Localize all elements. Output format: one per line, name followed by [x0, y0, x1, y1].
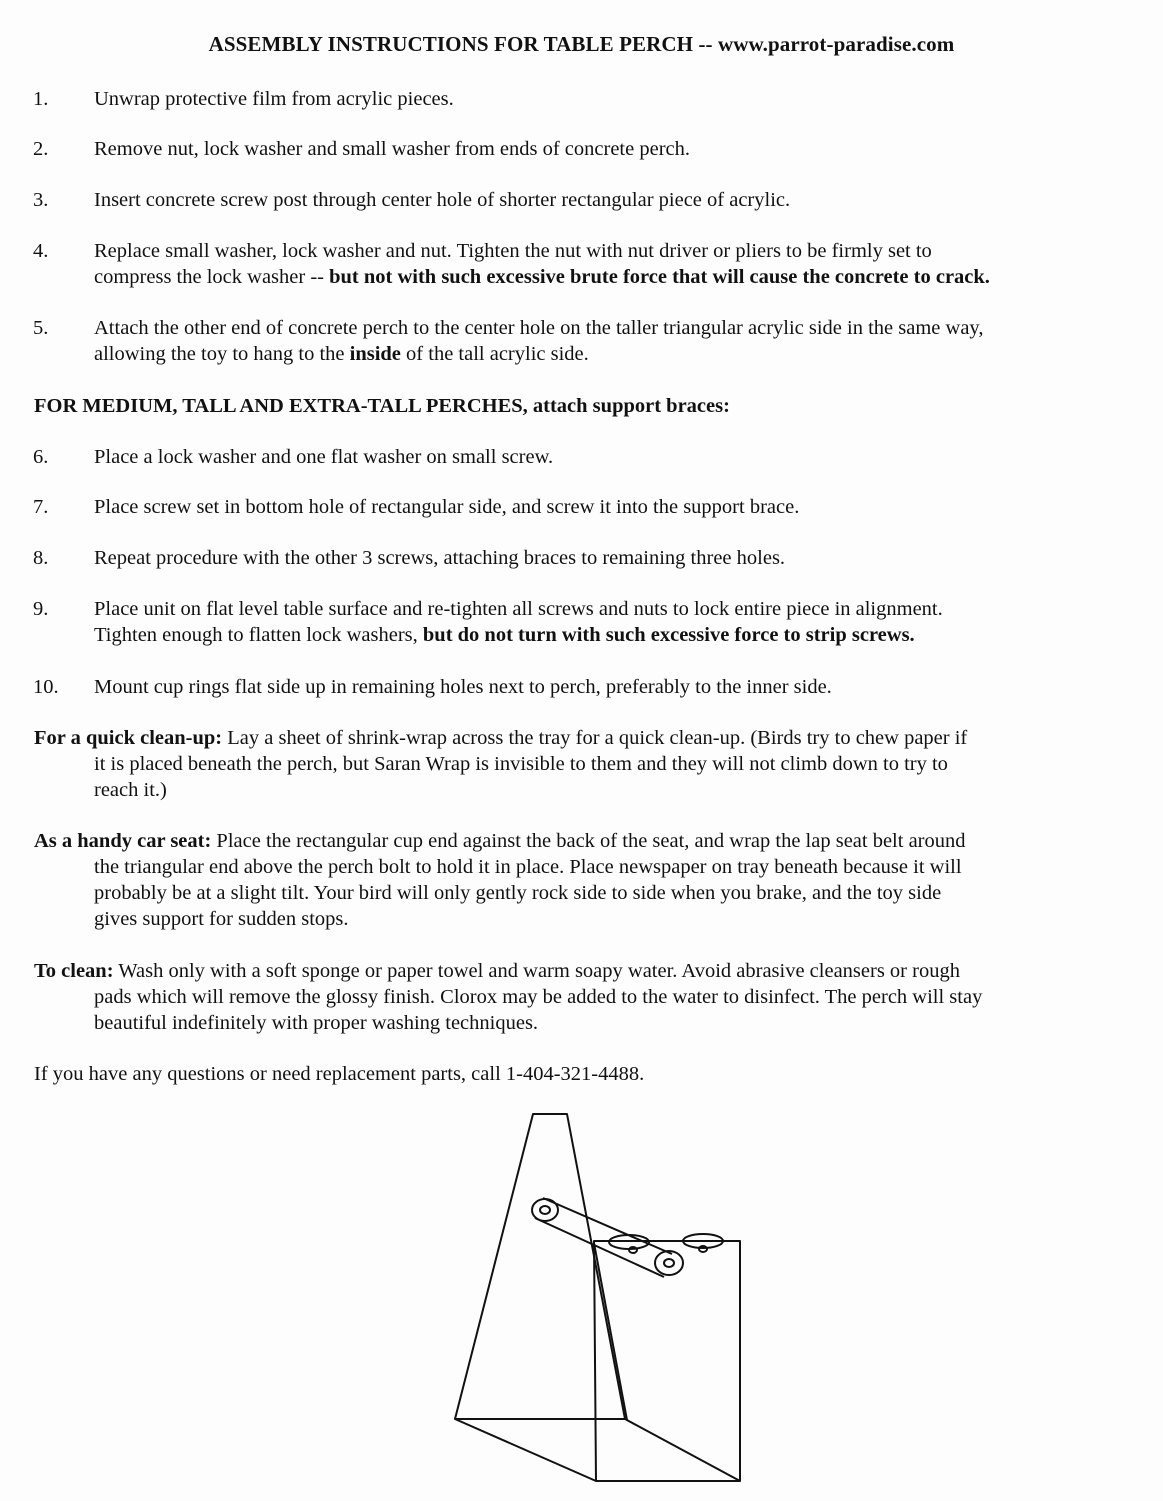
page-title: ASSEMBLY INSTRUCTIONS FOR TABLE PERCH -- www.parrot-paradise.com [208, 32, 955, 56]
step-5-text-end: of the tall acrylic side. [400, 343, 589, 365]
brace-right [625, 1419, 740, 1481]
step-1-text: Unwrap protective film from acrylic pieces. [94, 88, 454, 110]
step-3-text: Insert concrete screw post through center hole of shorter rectangular piece of acrylic. [94, 189, 791, 211]
step-3-number: 3. [33, 189, 49, 211]
step-8-number: 8. [33, 547, 49, 569]
contact-footer: If you have any questions or need replacement parts, call 1-404-321-4488. [34, 1063, 645, 1085]
triangular-side [455, 1114, 625, 1419]
step-6-number: 6. [33, 446, 49, 468]
note-to-clean-label: To clean: [34, 960, 114, 982]
step-7-text: Place screw set in bottom hole of rectangular side, and screw it into the support brace. [94, 496, 800, 518]
note-car-seat-line-4: gives support for sudden stops. [94, 908, 349, 930]
step-9-number: 9. [33, 598, 49, 620]
inner-edge [594, 1243, 627, 1420]
step-1-number: 1. [33, 88, 49, 110]
step-5-emphasis: inside [349, 343, 401, 365]
perch-end-left [532, 1199, 558, 1221]
note-to-clean-text: Wash only with a soft sponge or paper towel and warm soapy water. Avoid abrasive cleansers or rough [113, 960, 960, 982]
perch-bar [535, 1198, 672, 1277]
note-quick-cleanup-text: Lay a sheet of shrink-wrap across the tray for a quick clean-up. (Birds try to chew paper if [222, 727, 968, 749]
perch-end-right [655, 1251, 683, 1275]
note-car-seat-line-3: probably be at a slight tilt. Your bird will only gently rock side to side when you brake, and the toy side [94, 882, 942, 904]
step-9-text: Tighten enough to flatten lock washers, [94, 624, 423, 646]
step-6-text: Place a lock washer and one flat washer on small screw. [94, 446, 554, 468]
note-to-clean-line-3: beautiful indefinitely with proper washing techniques. [94, 1012, 539, 1034]
step-9-text-line-1: Place unit on flat level table surface and re-tighten all screws and nuts to lock entire piece in alignment. [94, 598, 943, 620]
note-quick-cleanup-line-2: it is placed beneath the perch, but Saran Wrap is invisible to them and they will not climb down to try to [94, 753, 948, 775]
note-car-seat-line-2: the triangular end above the perch bolt to hold it in place. Place newspaper on tray beneath because it will [94, 856, 962, 878]
note-quick-cleanup-label: For a quick clean-up: [34, 727, 223, 749]
step-9-warning: but do not turn with such excessive force to strip screws. [422, 624, 915, 646]
step-8-text: Repeat procedure with the other 3 screws, attaching braces to remaining three holes. [94, 547, 786, 569]
step-2-text: Remove nut, lock washer and small washer from ends of concrete perch. [94, 138, 691, 160]
step-7-number: 7. [33, 496, 49, 518]
brace-left [455, 1419, 596, 1481]
step-4-warning: but not with such excessive brute force that will cause the concrete to crack. [329, 266, 990, 288]
step-10-text: Mount cup rings flat side up in remaining holes next to perch, preferably to the inner side. [94, 676, 832, 698]
step-5-text-line-1: Attach the other end of concrete perch to the center hole on the taller triangular acrylic side in the same way, [94, 317, 984, 339]
step-5-number: 5. [33, 317, 49, 339]
note-car-seat-text: Place the rectangular cup end against the back of the seat, and wrap the lap seat belt around [211, 830, 966, 852]
step-5-text: allowing the toy to hang to the [94, 343, 350, 365]
step-4-number: 4. [33, 240, 49, 262]
step-4-text-line-1: Replace small washer, lock washer and nut. Tighten the nut with nut driver or pliers to be firmly set to [94, 240, 932, 262]
step-4-text: compress the lock washer -- [94, 266, 330, 288]
note-to-clean-line-2: pads which will remove the glossy finish. Clorox may be added to the water to disinfect. The perch will stay [94, 986, 983, 1008]
section-heading-main: FOR MEDIUM, TALL AND EXTRA-TALL PERCHES, [34, 395, 528, 417]
note-car-seat-label: As a handy car seat: [34, 830, 212, 852]
note-quick-cleanup-line-3: reach it.) [94, 779, 167, 801]
step-10-number: 10. [33, 676, 59, 698]
step-2-number: 2. [33, 138, 49, 160]
section-heading-tail: attach support braces: [527, 395, 730, 417]
